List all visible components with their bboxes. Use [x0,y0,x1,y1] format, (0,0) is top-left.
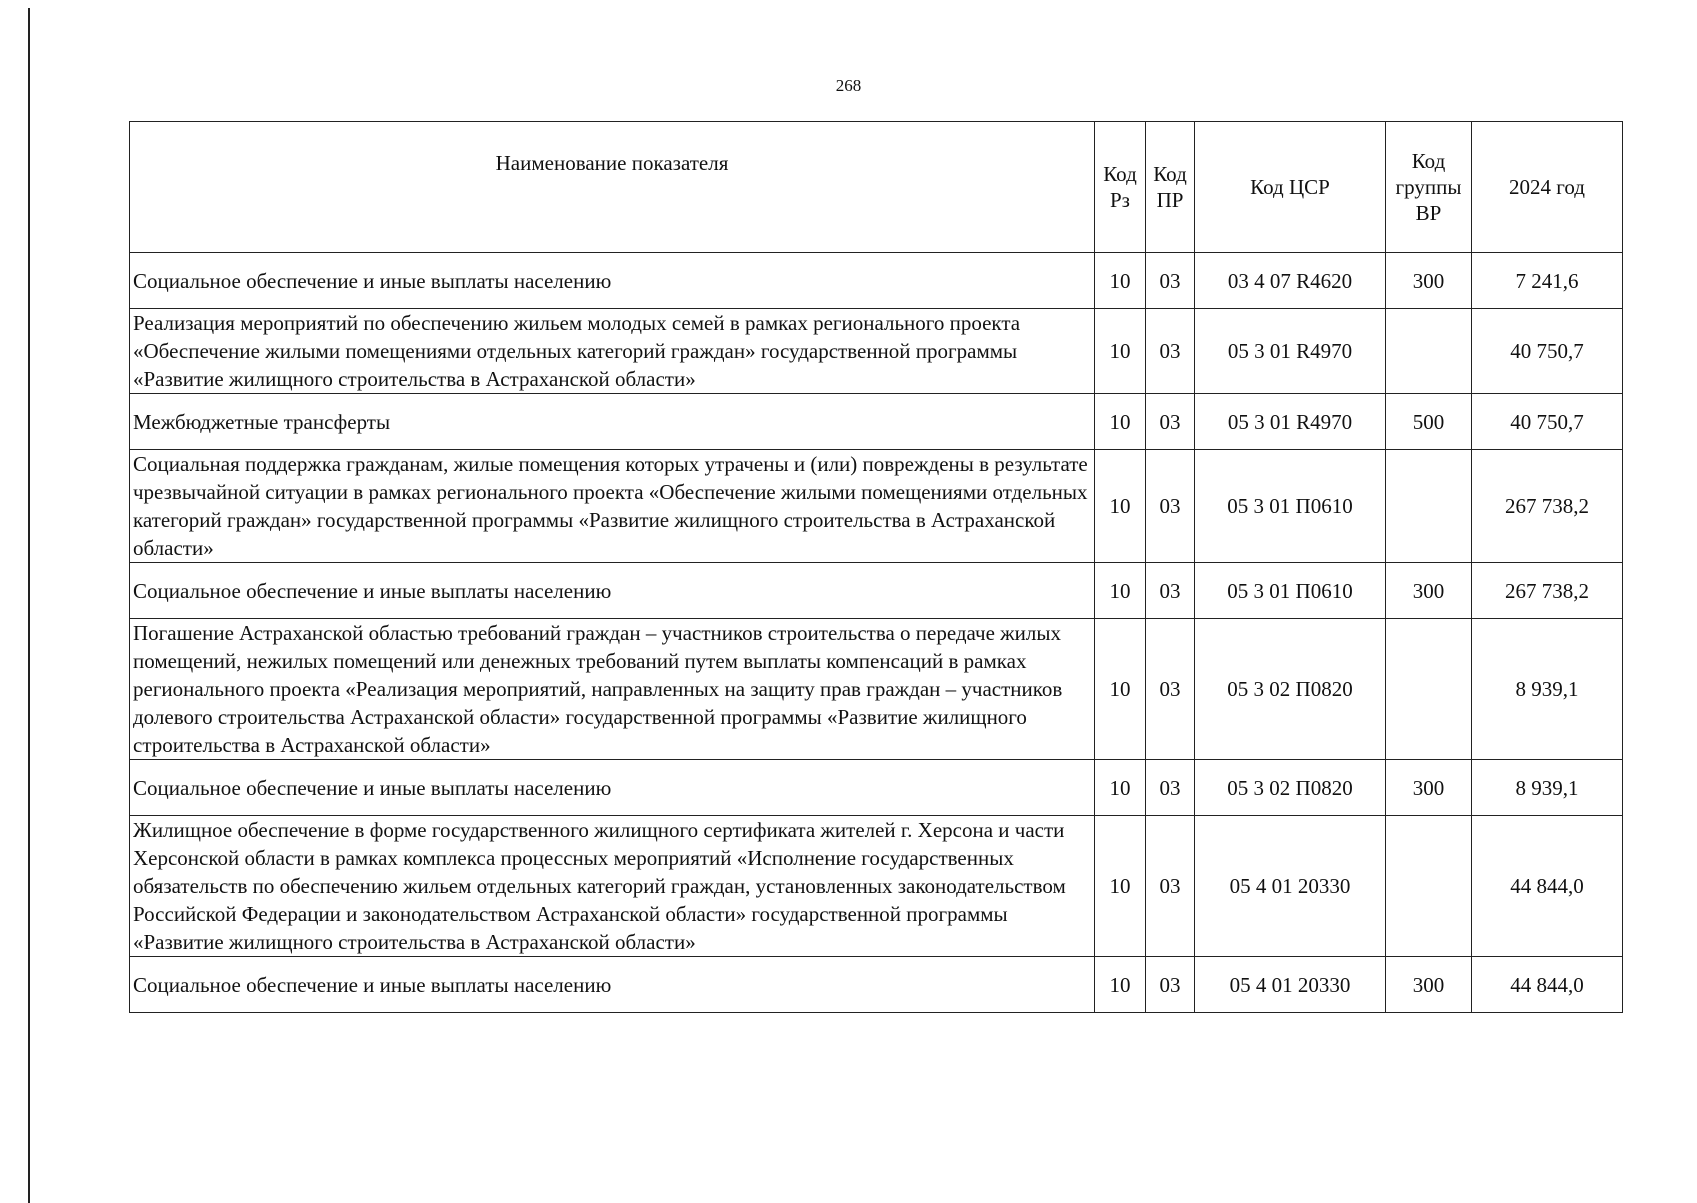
row-pr: 03 [1146,450,1195,563]
row-vr: 300 [1386,563,1472,619]
row-pr: 03 [1146,760,1195,816]
header-pr-line1: Код [1153,162,1187,186]
row-amount: 267 738,2 [1472,563,1623,619]
row-csr: 05 3 01 П0610 [1195,563,1386,619]
row-name: Межбюджетные трансферты [130,394,1095,450]
row-rz: 10 [1095,253,1146,309]
header-vr [1386,122,1472,253]
row-csr: 05 4 01 20330 [1195,957,1386,1013]
row-csr: 05 3 01 П0610 [1195,450,1386,563]
row-amount: 40 750,7 [1472,394,1623,450]
row-name: Реализация мероприятий по обеспечению жильем молодых семей в рамках регионального проекта «Обеспечение жилыми помещениями отдельных категорий граждан» государственной программы «Развитие жилищного строительства в Астраханской области» [130,309,1095,394]
table-row [130,253,1623,309]
row-name: Социальная поддержка гражданам, жилые помещения которых утрачены и (или) повреждены в результате чрезвычайной ситуации в рамках регионального проекта «Обеспечение жилыми помещениями отдельных категорий граждан» государственной программы «Развитие жилищного строительства в Астраханской области» [130,450,1095,563]
table-row [130,760,1623,816]
header-pr [1146,122,1195,253]
row-rz: 10 [1095,957,1146,1013]
row-pr: 03 [1146,816,1195,957]
row-vr: 300 [1386,957,1472,1013]
header-vr-line1: Код [1411,149,1446,173]
row-vr: 300 [1386,760,1472,816]
row-pr: 03 [1146,619,1195,760]
table-row [130,394,1623,450]
table-row [130,816,1623,957]
row-amount: 40 750,7 [1472,309,1623,394]
header-year: 2024 год [1472,122,1623,253]
table-row [130,450,1623,563]
header-vr-line3: ВР [1415,201,1442,225]
row-rz: 10 [1095,816,1146,957]
row-vr [1386,450,1472,563]
row-amount: 44 844,0 [1472,957,1623,1013]
page-number: 268 [835,76,862,95]
row-name: Жилищное обеспечение в форме государственного жилищного сертификата жителей г. Херсона и части Херсонской области в рамках комплекса процессных мероприятий «Исполнение государственных обязательств по обеспечению жильем отдельных категорий граждан, установленных законодательством Российской Федерации и законодательством Астраханской области» государственной программы «Развитие жилищного строительства в Астраханской области» [130,816,1095,957]
row-name: Социальное обеспечение и иные выплаты населению [130,957,1095,1013]
row-rz: 10 [1095,394,1146,450]
row-vr: 500 [1386,394,1472,450]
row-pr: 03 [1146,563,1195,619]
row-rz: 10 [1095,619,1146,760]
table-row [130,619,1623,760]
row-amount: 7 241,6 [1472,253,1623,309]
row-rz: 10 [1095,450,1146,563]
table-row [130,563,1623,619]
row-vr [1386,816,1472,957]
row-amount: 8 939,1 [1472,619,1623,760]
header-name: Наименование показателя [130,122,1095,253]
table-row [130,309,1623,394]
row-pr: 03 [1146,957,1195,1013]
header-rz [1095,122,1146,253]
row-vr: 300 [1386,253,1472,309]
header-rz-line1: Код [1103,162,1137,186]
row-name: Социальное обеспечение и иные выплаты населению [130,760,1095,816]
header-csr: Код ЦСР [1195,122,1386,253]
row-amount: 8 939,1 [1472,760,1623,816]
row-csr: 05 3 01 R4970 [1195,309,1386,394]
row-pr: 03 [1146,394,1195,450]
row-csr: 03 4 07 R4620 [1195,253,1386,309]
budget-table [129,121,1623,1013]
table-row [130,957,1623,1013]
row-vr [1386,619,1472,760]
row-name: Социальное обеспечение и иные выплаты населению [130,253,1095,309]
row-rz: 10 [1095,563,1146,619]
row-csr: 05 3 01 R4970 [1195,394,1386,450]
row-pr: 03 [1146,309,1195,394]
row-name: Погашение Астраханской областью требований граждан – участников строительства о передаче жилых помещений, нежилых помещений или денежных требований путем выплаты компенсаций в рамках регионального проекта «Реализация мероприятий, направленных на защиту прав граждан – участников долевого строительства Астраханской области» государственной программы «Развитие жилищного строительства в Астраханской области» [130,619,1095,760]
header-rz-line2: Рз [1110,188,1130,212]
row-name: Социальное обеспечение и иные выплаты населению [130,563,1095,619]
row-rz: 10 [1095,760,1146,816]
row-csr: 05 4 01 20330 [1195,816,1386,957]
table-header-row [130,122,1623,253]
row-vr [1386,309,1472,394]
row-pr: 03 [1146,253,1195,309]
row-csr: 05 3 02 П0820 [1195,760,1386,816]
header-pr-line2: ПР [1156,188,1184,212]
row-amount: 267 738,2 [1472,450,1623,563]
row-rz: 10 [1095,309,1146,394]
row-csr: 05 3 02 П0820 [1195,619,1386,760]
left-margin-line [28,8,30,1203]
header-vr-line2: группы [1395,175,1462,199]
row-amount: 44 844,0 [1472,816,1623,957]
